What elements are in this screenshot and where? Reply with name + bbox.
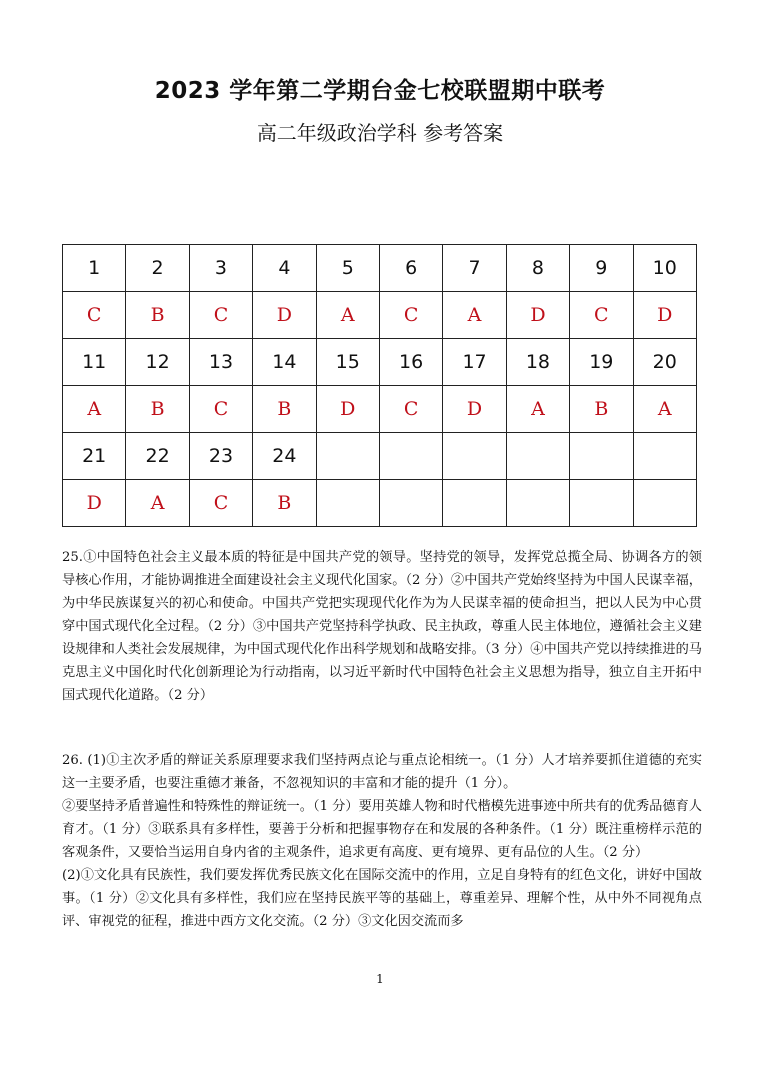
question-number-cell: 4 bbox=[253, 245, 316, 292]
question-number-cell: 17 bbox=[443, 339, 506, 386]
answer-cell bbox=[316, 480, 379, 527]
question-number-row bbox=[63, 339, 697, 386]
question-26-part1-cont-text: ②要坚持矛盾普遍性和特殊性的辩证统一。（1 分）要用英雄人物和时代楷模先进事迹中所共有的优秀品德育人育才。（1 分）③联系具有多样性，要善于分析和把握事物存在和发展的各种条件。（1 分）既注重榜样示范的客观条件，又要恰当运用自身内省的主观条件，追求更有高度、更有境界、更有品位的人生。（2 分） bbox=[62, 799, 702, 860]
question-26-part2-text: (2)①文化具有民族性，我们要发挥优秀民族文化在国际交流中的作用，立足自身特有的红色文化，讲好中国故事。（1 分）②文化具有多样性，我们应在坚持民族平等的基础上，尊重差异、理解个性，从中外不同视角点评、审视党的征程，推进中西方文化交流。（2 分）③文化因交流而多 bbox=[62, 868, 702, 929]
question-number-cell: 3 bbox=[189, 245, 252, 292]
question-number-cell: 19 bbox=[570, 339, 633, 386]
answer-row bbox=[63, 386, 697, 433]
question-number-cell: 7 bbox=[443, 245, 506, 292]
answer-cell: C bbox=[189, 386, 252, 433]
question-25-text: 25.①中国特色社会主义最本质的特征是中国共产党的领导。坚持党的领导，发挥党总揽全局、协调各方的领导核心作用，才能协调推进全面建设社会主义现代化国家。（2 分）②中国共产党始终坚持为中国人民谋幸福，为中华民族谋复兴的初心和使命。中国共产党把实现现代化作为为人民谋幸福的使命担当，把以人民为中心贯穿中国式现代化全过程。（2 分）③中国共产党坚持科学执政、民主执政，尊重人民主体地位，遵循社会主义建设规律和人类社会发展规律，为中国式现代化作出科学规划和战略安排。（3 分）④中国共产党以持续推进的马克思主义中国化时代化创新理论为行动指南，以习近平新时代中国特色社会主义思想为指导，独立自主开拓中国式现代化道路。（2 分） bbox=[62, 550, 702, 703]
question-number-cell: 23 bbox=[189, 433, 252, 480]
answer-cell: B bbox=[253, 480, 316, 527]
answer-cell bbox=[570, 480, 633, 527]
answer-cell bbox=[379, 480, 442, 527]
answer-cell: A bbox=[633, 386, 696, 433]
answer-cell: A bbox=[506, 386, 569, 433]
answer-row bbox=[63, 480, 697, 527]
page-number: 1 bbox=[376, 972, 384, 986]
question-number-cell: 5 bbox=[316, 245, 379, 292]
question-number-cell: 12 bbox=[126, 339, 189, 386]
question-number-cell bbox=[379, 433, 442, 480]
question-number-cell: 24 bbox=[253, 433, 316, 480]
question-number-cell: 21 bbox=[63, 433, 126, 480]
answer-cell: D bbox=[253, 292, 316, 339]
question-number-cell: 1 bbox=[63, 245, 126, 292]
question-number-cell: 6 bbox=[379, 245, 442, 292]
question-number-cell: 18 bbox=[506, 339, 569, 386]
answer-table bbox=[62, 244, 697, 527]
document-title: 2023 学年第二学期台金七校联盟期中联考 bbox=[154, 78, 606, 104]
answer-cell: C bbox=[570, 292, 633, 339]
question-number-cell: 15 bbox=[316, 339, 379, 386]
question-number-cell: 14 bbox=[253, 339, 316, 386]
question-number-cell: 16 bbox=[379, 339, 442, 386]
question-number-cell bbox=[633, 433, 696, 480]
question-26-part1-text: 26. (1)①主次矛盾的辩证关系原理要求我们坚持两点论与重点论相统一。（1 分）人才培养要抓住道德的充实这一主要矛盾，也要注重德才兼备，不忽视知识的丰富和才能的提升（1 分）。 bbox=[62, 753, 702, 791]
question-number-cell bbox=[506, 433, 569, 480]
answer-cell: C bbox=[379, 386, 442, 433]
answer-cell: A bbox=[316, 292, 379, 339]
question-25-answer bbox=[62, 546, 702, 707]
question-number-cell bbox=[570, 433, 633, 480]
answer-cell: C bbox=[63, 292, 126, 339]
question-number-cell: 13 bbox=[189, 339, 252, 386]
question-number-cell: 22 bbox=[126, 433, 189, 480]
question-26-answer bbox=[62, 749, 702, 933]
answer-cell: D bbox=[633, 292, 696, 339]
document-subtitle: 高二年级政治学科 参考答案 bbox=[256, 121, 504, 145]
answer-cell: D bbox=[506, 292, 569, 339]
answer-cell: C bbox=[189, 480, 252, 527]
question-number-cell bbox=[443, 433, 506, 480]
answer-cell: B bbox=[126, 386, 189, 433]
answer-cell: C bbox=[189, 292, 252, 339]
question-number-cell: 20 bbox=[633, 339, 696, 386]
question-number-cell: 10 bbox=[633, 245, 696, 292]
answer-cell: C bbox=[379, 292, 442, 339]
answer-cell: A bbox=[126, 480, 189, 527]
answer-cell: A bbox=[443, 292, 506, 339]
answer-cell: B bbox=[570, 386, 633, 433]
answer-cell: B bbox=[253, 386, 316, 433]
answer-cell bbox=[443, 480, 506, 527]
answer-cell: D bbox=[63, 480, 126, 527]
question-number-row bbox=[63, 245, 697, 292]
question-number-cell: 2 bbox=[126, 245, 189, 292]
answer-row bbox=[63, 292, 697, 339]
question-number-cell: 9 bbox=[570, 245, 633, 292]
answer-cell bbox=[506, 480, 569, 527]
answer-cell bbox=[633, 480, 696, 527]
answer-cell: B bbox=[126, 292, 189, 339]
question-number-cell: 8 bbox=[506, 245, 569, 292]
answer-cell: D bbox=[316, 386, 379, 433]
question-number-cell: 11 bbox=[63, 339, 126, 386]
question-number-row bbox=[63, 433, 697, 480]
answer-cell: D bbox=[443, 386, 506, 433]
answer-cell: A bbox=[63, 386, 126, 433]
question-number-cell bbox=[316, 433, 379, 480]
